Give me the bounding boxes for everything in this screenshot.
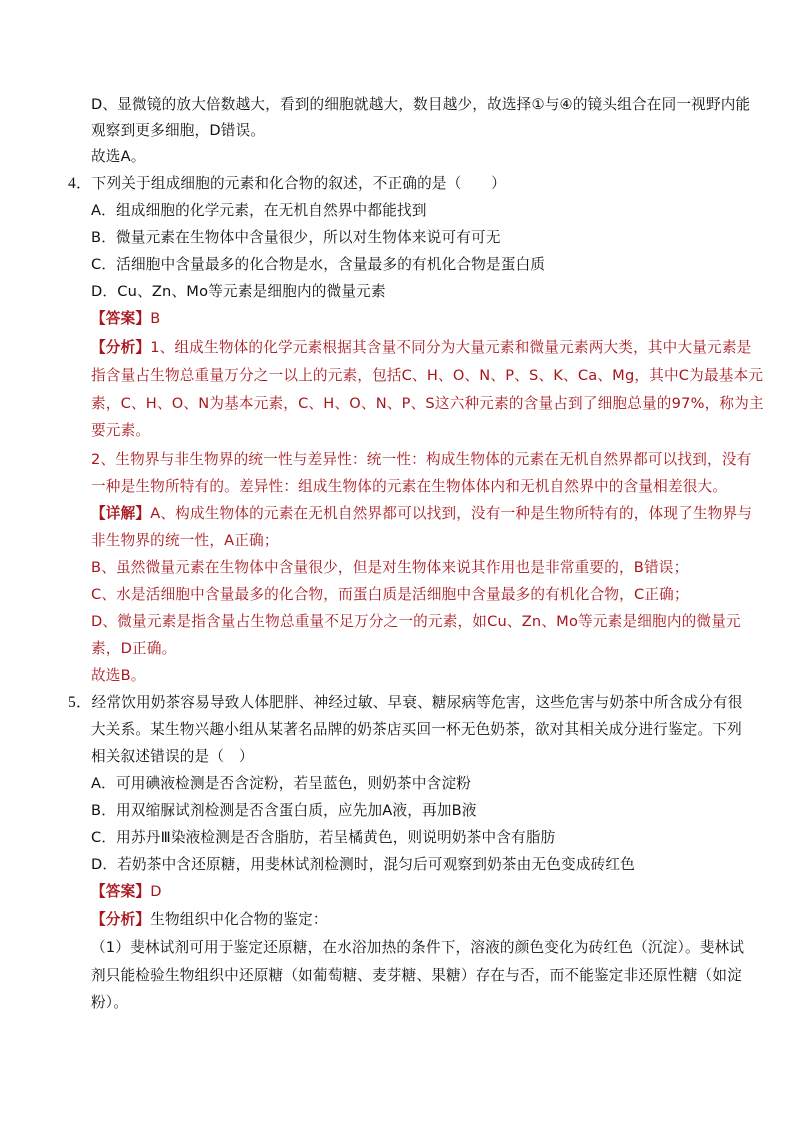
question-4-detail-line3: B、虽然微量元素在生物体中含量很少，但是对生物体来说其作用也是非常重要的，B错误； bbox=[91, 559, 689, 576]
answer-tag: 【答案】 bbox=[91, 883, 151, 900]
question-5-analysis-line3: 粉）。 bbox=[91, 994, 129, 1011]
question-5-analysis-line1: （1）斐林试剂可用于鉴定还原糖，在水浴加热的条件下，溶液的颜色变化为砖红色（沉淀）。斐林试 bbox=[91, 939, 745, 956]
prev-option-d-line1: D、显微镜的放大倍数越大，看到的细胞就越大，数目越少，故选择①与④的镜头组合在同一视野内能 bbox=[91, 96, 751, 113]
prev-option-d-line2: 观察到更多细胞，D错误。 bbox=[91, 122, 266, 139]
question-4-detail-line5: D、微量元素是指含量占生物总重量不足万分之一的元素，如Cu、Zn、Mo等元素是细胞内的微量元 bbox=[91, 613, 741, 630]
question-5-number: 5． bbox=[68, 694, 92, 711]
question-4-analysis-line5: 2、生物界与非生物界的统一性与差异性：统一性：构成生物体的元素在无机自然界都可以找到，没有 bbox=[91, 451, 752, 468]
question-4-analysis-line1 bbox=[91, 338, 751, 358]
question-4-answer bbox=[91, 309, 160, 329]
question-4-analysis-line2: 指含量占生物总重量万分之一以上的元素，包括C、H、O、N、P、S、K、Ca、Mg，其中C为最基本元 bbox=[91, 367, 764, 384]
question-4-detail-line4: C、水是活细胞中含量最多的化合物，而蛋白质是活细胞中含量最多的有机化合物，C正确； bbox=[91, 586, 689, 603]
question-4-option-d: D．Cu、Zn、Mo等元素是细胞内的微量元素 bbox=[91, 283, 386, 300]
question-4-stem-text: 下列关于组成细胞的元素和化合物的叙述，不正确的是（ ） bbox=[91, 175, 506, 192]
analysis-tag: 【分析】 bbox=[91, 339, 151, 356]
question-5-stem-line2: 大关系。某生物兴趣小组从某著名品牌的奶茶店买回一杯无色奶茶，欲对其相关成分进行鉴定。下列 bbox=[91, 721, 742, 738]
question-4-number: 4． bbox=[68, 175, 92, 192]
question-5-stem-line1 bbox=[68, 693, 743, 713]
question-5-option-b: B．用双缩脲试剂检测是否含蛋白质，应先加A液，再加B液 bbox=[91, 802, 477, 819]
analysis-intro-text: 生物组织中化合物的鉴定： bbox=[150, 911, 328, 928]
question-4-detail-line1 bbox=[91, 504, 752, 524]
question-4-option-c: C．活细胞中含量最多的化合物是水，含量最多的有机化合物是蛋白质 bbox=[91, 256, 546, 273]
question-4-option-b: B．微量元素在生物体中含量很少，所以对生物体来说可有可无 bbox=[91, 229, 501, 246]
analysis-tag: 【分析】 bbox=[91, 911, 151, 928]
question-5-option-d: D．若奶茶中含还原糖，用斐林试剂检测时，混匀后可观察到奶茶由无色变成砖红色 bbox=[91, 856, 636, 873]
question-4-detail-line6: 素，D正确。 bbox=[91, 640, 177, 657]
question-5-analysis-intro bbox=[91, 910, 328, 930]
question-5-answer bbox=[91, 882, 162, 902]
detail-text: A、构成生物体的元素在无机自然界都可以找到，没有一种是生物所特有的，体现了生物界与 bbox=[150, 505, 753, 522]
answer-value: D bbox=[150, 883, 162, 900]
question-5-stem-line3: 相关叙述错误的是（ ） bbox=[91, 748, 254, 765]
question-4-analysis-line3: 素，C、H、O、N为基本元素，C、H、O、N、P、S这六种元素的含量占到了细胞总量的97%，称为主 bbox=[91, 395, 764, 412]
question-5-stem-text: 经常饮用奶茶容易导致人体肥胖、神经过敏、早衰、糖尿病等危害，这些危害与奶茶中所含成分有很 bbox=[91, 694, 743, 711]
question-4-option-a: A．组成细胞的化学元素，在无机自然界中都能找到 bbox=[91, 202, 427, 219]
question-4-analysis-line4: 要元素。 bbox=[91, 422, 151, 439]
analysis-text: 1、组成生物体的化学元素根据其含量不同分为大量元素和微量元素两大类，其中大量元素是 bbox=[150, 339, 752, 356]
answer-value: B bbox=[150, 310, 161, 327]
question-4-analysis-line6: 一种是生物所特有的。差异性：组成生物体的元素在生物体体内和无机自然界中的含量相差很大。 bbox=[91, 478, 728, 495]
prev-choice: 故选A。 bbox=[91, 148, 146, 165]
question-4-detail-line2: 非生物界的统一性，A正确； bbox=[91, 532, 279, 549]
question-4-choice: 故选B。 bbox=[91, 667, 146, 684]
question-5-option-c: C．用苏丹Ⅲ染液检测是否含脂肪，若呈橘黄色，则说明奶茶中含有脂肪 bbox=[91, 829, 556, 846]
question-4-stem bbox=[68, 174, 506, 194]
question-5-option-a: A．可用碘液检测是否含淀粉，若呈蓝色，则奶茶中含淀粉 bbox=[91, 775, 472, 792]
question-5-analysis-line2: 剂只能检验生物组织中还原糖（如葡萄糖、麦芽糖、果糖）存在与否，而不能鉴定非还原性糖（如淀 bbox=[91, 967, 742, 984]
answer-tag: 【答案】 bbox=[91, 310, 151, 327]
detail-tag: 【详解】 bbox=[91, 505, 151, 522]
